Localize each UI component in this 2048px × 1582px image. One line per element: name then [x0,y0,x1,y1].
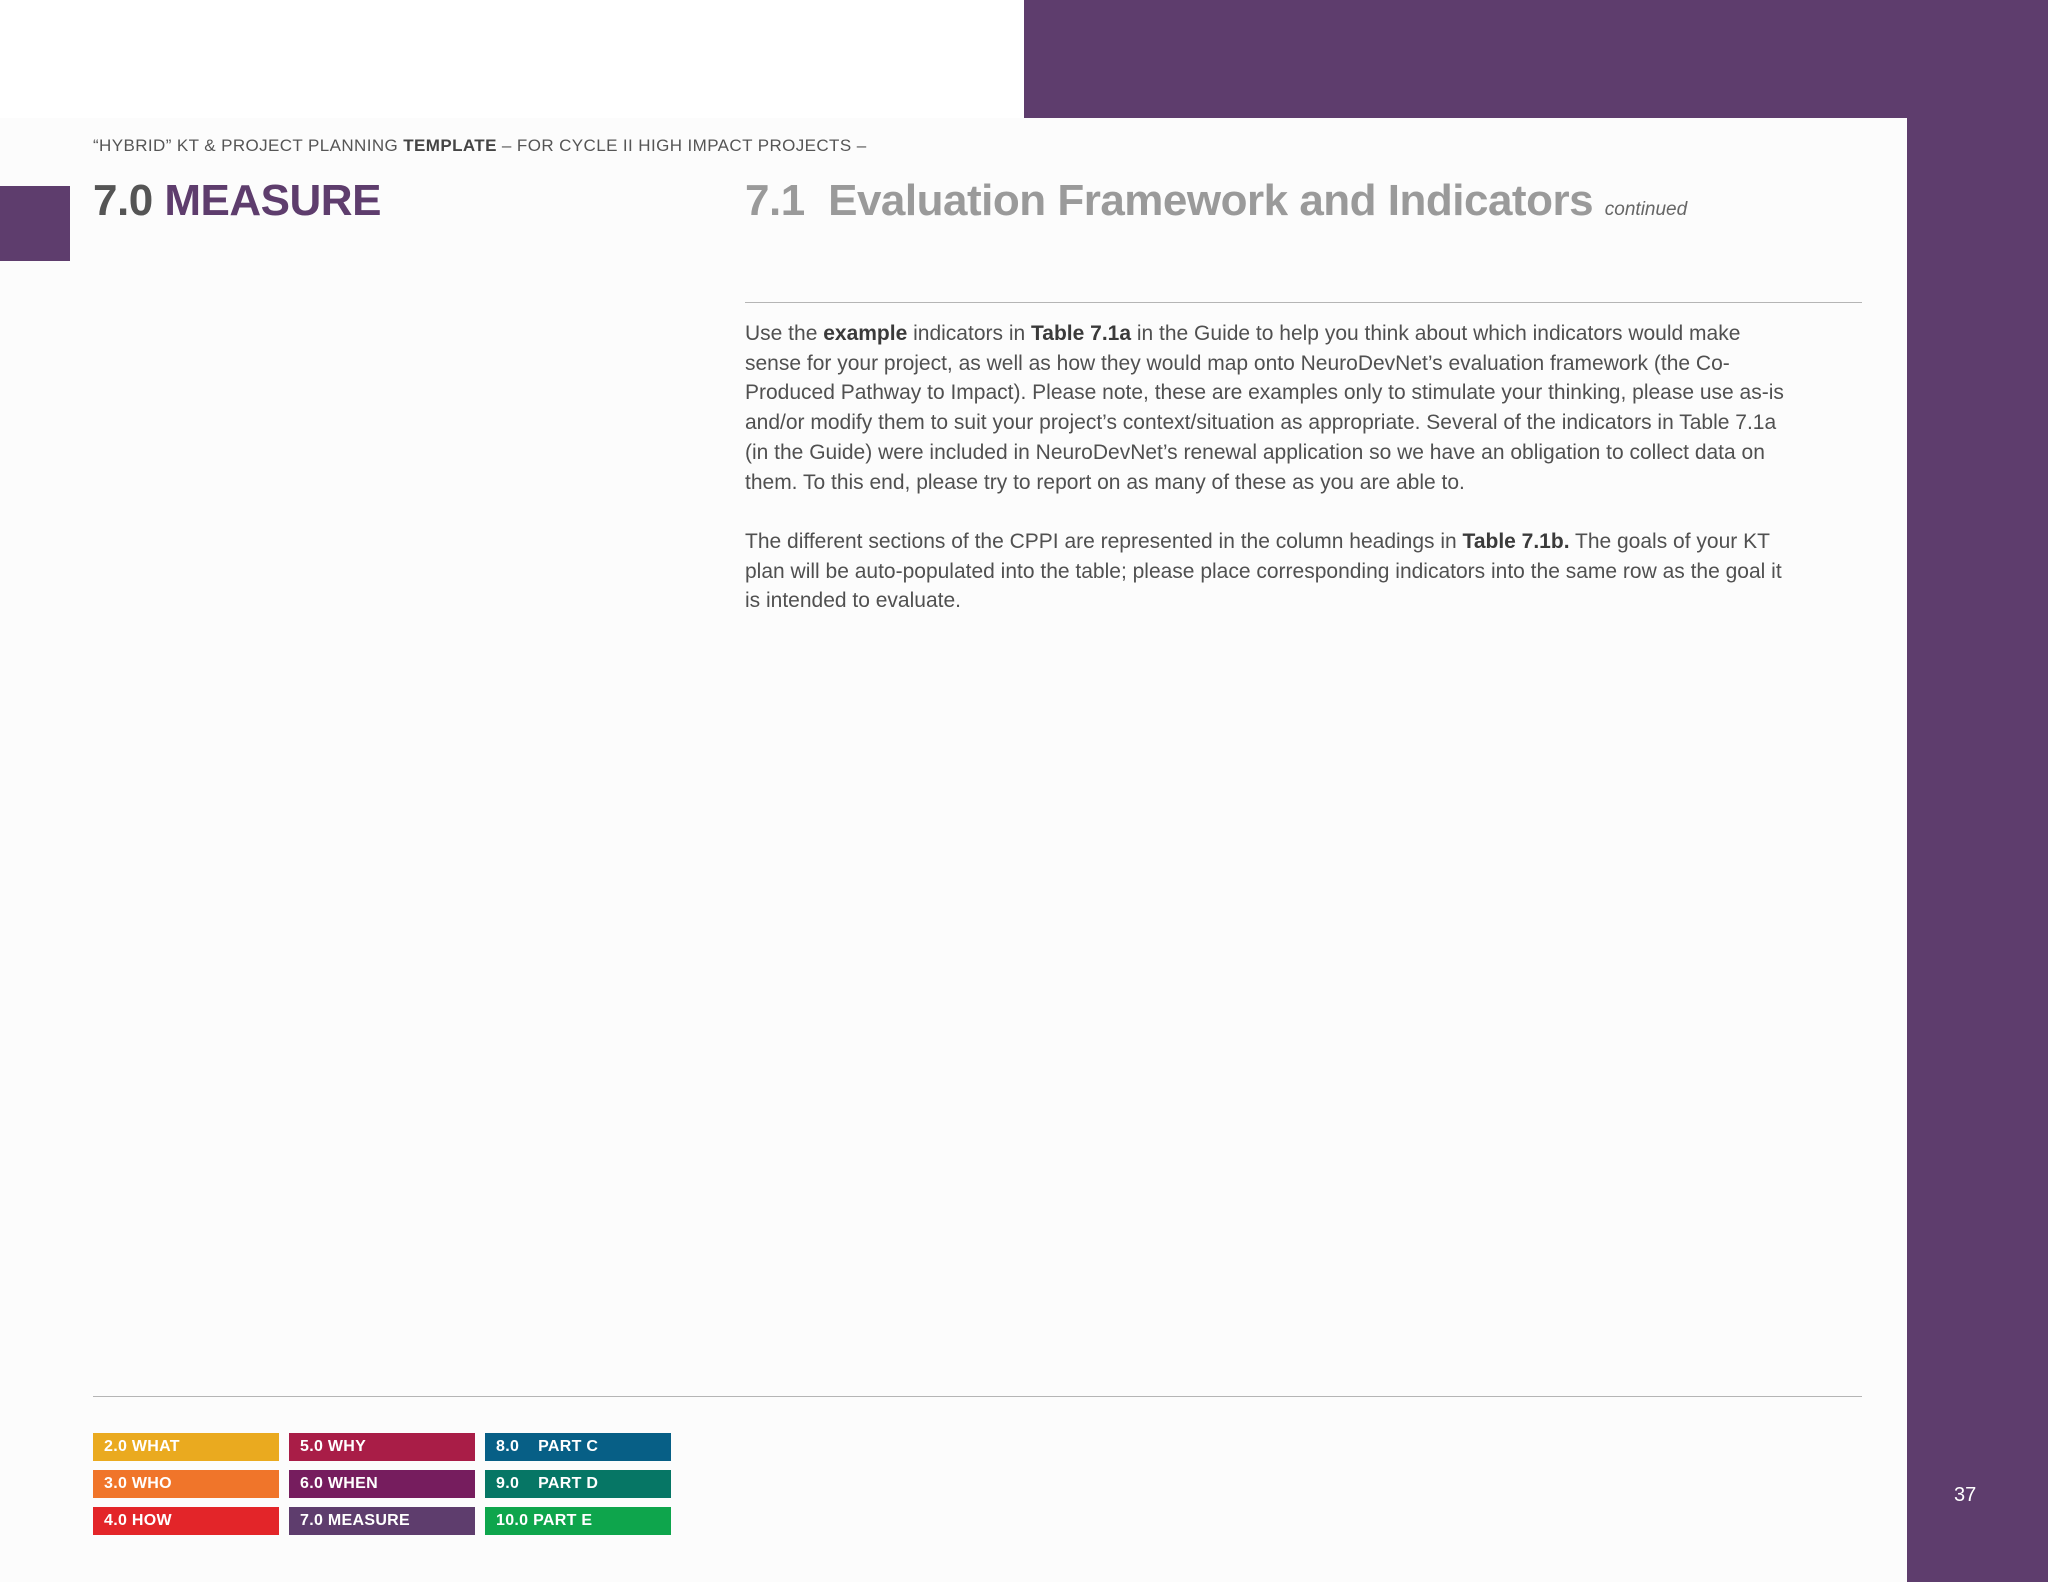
right-purple-band [1907,0,2048,1582]
nav-part-d[interactable]: 9.0 PART D [485,1470,671,1498]
nav-how[interactable]: 4.0 HOW [93,1507,279,1535]
paragraph-indicators-intro [745,319,1795,497]
nav-when[interactable]: 6.0 WHEN [289,1470,475,1498]
section-nav [93,1433,671,1535]
top-divider [745,302,1862,303]
subsection-title [745,176,1687,226]
text-run: in the Guide to help you think about which indicators would make sense for your project, as well as how they would map onto NeuroDevNet’s evaluation framework (the Co-Produced Pathway to Impact). Please note, these are examples only to stimulate your thinking, please use as-is and/or modify them to suit your project’s context/situation as appropriate. Several of the indicators in Table 7.1a (in the Guide) were included in NeuroDevNet’s renewal application so we have an obligation to collect data on them. To this end, please try to report on as many of these as you are able to. [745,322,1784,494]
running-header [93,136,867,156]
text-run: The goals of your KT plan will be auto-populated into the table; please place corresponding indicators into the same row as the goal it is intended to evaluate. [745,530,1782,613]
subsection-heading: 7.1 Evaluation Framework and Indicators [745,176,1594,225]
section-number: 7.0 [93,176,153,225]
text-run: indicators in [907,322,1032,345]
running-header-prefix: “HYBRID” KT & PROJECT PLANNING [93,136,404,155]
page-number: 37 [1954,1484,1977,1506]
bold-run: example [823,322,908,345]
nav-measure[interactable]: 7.0 MEASURE [289,1507,475,1535]
running-header-suffix: – FOR CYCLE II HIGH IMPACT PROJECTS – [496,136,867,155]
section-name: MEASURE [164,176,381,225]
text-run: The different sections of the CPPI are represented in the column headings in [745,530,1463,553]
nav-why[interactable]: 5.0 WHY [289,1433,475,1461]
table-reference: Table 7.1a [1031,322,1132,345]
nav-part-c[interactable]: 8.0 PART C [485,1433,671,1461]
top-purple-band [1024,0,2048,118]
nav-part-e[interactable]: 10.0 PART E [485,1507,671,1535]
paragraph-cppi-sections [745,527,1795,616]
running-header-bold: TEMPLATE [403,136,497,155]
section-title [93,176,381,226]
table-reference: Table 7.1b. [1462,530,1570,553]
bottom-divider [93,1396,1862,1397]
nav-who[interactable]: 3.0 WHO [93,1470,279,1498]
nav-what[interactable]: 2.0 WHAT [93,1433,279,1461]
continued-label: continued [1604,199,1688,220]
text-run: Use the [745,322,824,345]
section-accent-block [0,186,70,261]
